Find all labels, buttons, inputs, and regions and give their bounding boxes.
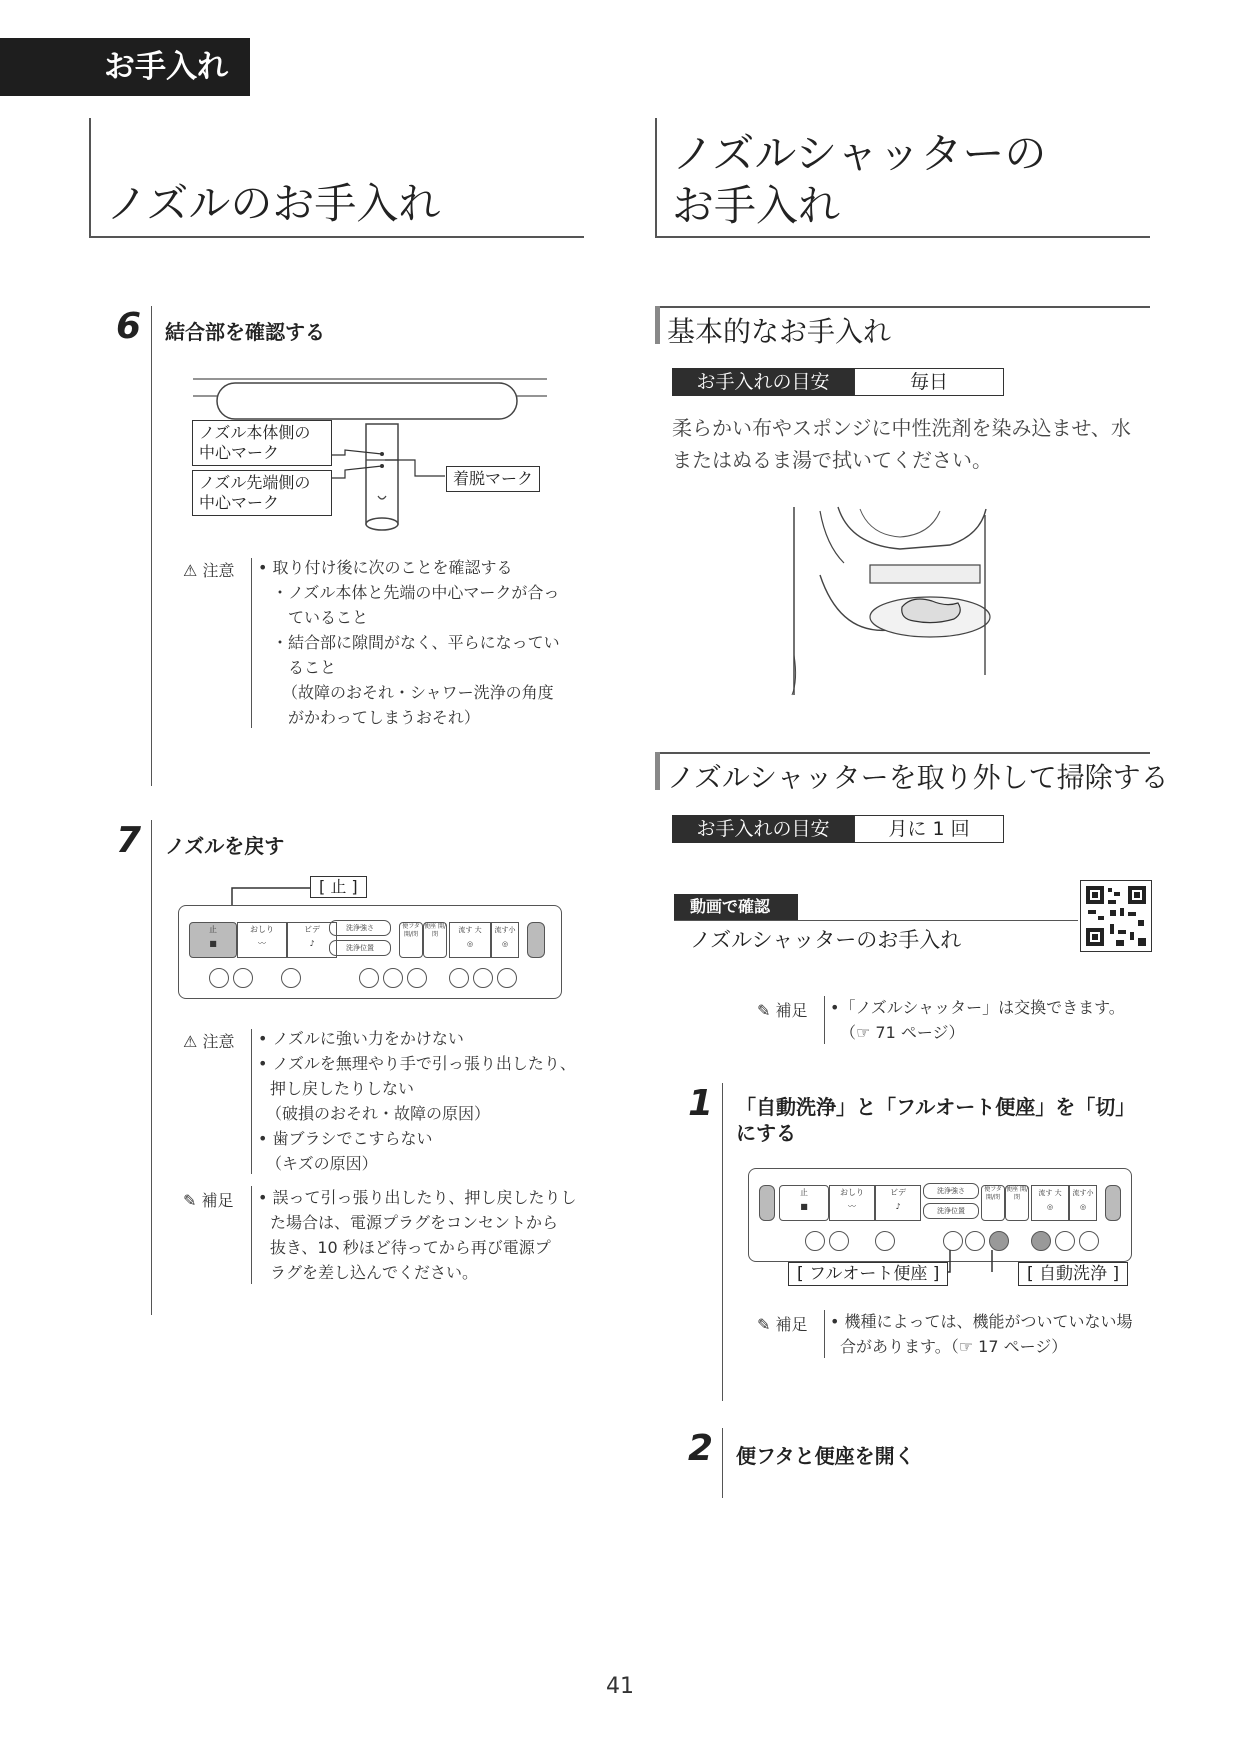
caution-line: 押し戻したりしない: [270, 1079, 415, 1098]
pencil-icon: ✎: [757, 1315, 771, 1334]
step-6-caution-bar: [251, 558, 252, 728]
panel-position-control: 洗浄位置: [329, 940, 391, 956]
caution-text: 注意: [202, 1032, 235, 1051]
round-button: [875, 1231, 895, 1251]
round-button: [829, 1231, 849, 1251]
step-7-caution-label: [183, 1029, 234, 1052]
basic-subtitle-bar: [655, 306, 660, 344]
panel-left-light: [759, 1185, 775, 1221]
panel-seat-button: 便座 開/閉: [423, 922, 447, 958]
round-button: [473, 968, 493, 988]
warning-icon: ⚠: [183, 1032, 198, 1051]
step-6-number: 6: [116, 306, 142, 347]
step-6-bar: [151, 306, 152, 786]
step-7-bar: [151, 820, 152, 1315]
warning-icon: ⚠: [183, 561, 198, 580]
caution-line: （故障のおそれ・シャワー洗浄の角度: [282, 683, 554, 702]
callout-line: ノズル本体側の: [199, 423, 311, 442]
step-7-number: 7: [116, 820, 142, 861]
flush-small-label: 流す小: [1072, 1189, 1094, 1197]
round-button: [1055, 1231, 1075, 1251]
step-7-caution-bar: [251, 1029, 252, 1174]
caution-text: 注意: [202, 561, 235, 580]
basic-care-subtitle: 基本的なお手入れ: [667, 315, 892, 348]
caution-line: ・ノズル本体と先端の中心マークが合っ: [272, 583, 560, 602]
panel-strength-control: 洗浄強さ: [329, 920, 391, 936]
panel-bottom-buttons: [209, 968, 509, 988]
panel-lid-button: 便フタ 開/閉: [399, 922, 423, 958]
left-title-rule: [89, 236, 584, 238]
title-line: 「自動洗浄」と「フルオート便座」を「切」: [736, 1095, 1136, 1119]
left-page-title: ノズルのお手入れ: [106, 179, 441, 228]
panel-flush-big-button: 流す 大 ◎: [449, 922, 491, 958]
caution-line: （破損のおそれ・故障の原因）: [266, 1104, 491, 1123]
round-button: [407, 968, 427, 988]
step-1-supplement-body: [830, 1309, 1150, 1359]
panel-seat-button: 便座 開/閉: [1005, 1185, 1029, 1221]
full-auto-seat-callout: [ フルオート便座 ]: [788, 1262, 948, 1286]
panel-stop-button: 止 ■: [779, 1185, 829, 1221]
stop-label: 止: [209, 925, 217, 934]
text-line: 柔らかい布やスポンジに中性洗剤を染み込ませ、水: [672, 416, 1131, 440]
remove-supplement-body: [830, 995, 1150, 1045]
pencil-icon: ✎: [183, 1191, 197, 1210]
panel-oshiri-button: おしり 〰: [237, 922, 287, 958]
title-line: ノズルシャッターの: [672, 129, 1047, 178]
toilet-wiping-illustration: [780, 505, 1010, 700]
video-label-badge: 動画で確認: [674, 894, 798, 920]
step-7-supplement-body: [258, 1185, 578, 1285]
panel-stop-button: 止 ■: [189, 922, 237, 958]
remove-supplement-label: [757, 998, 808, 1021]
basic-care-text: [672, 412, 1152, 476]
qr-code-icon[interactable]: [1080, 880, 1152, 952]
flush-big-label: 流す 大: [1038, 1189, 1062, 1197]
callout-line: 中心マーク: [199, 493, 280, 512]
stop-label: 止: [800, 1188, 808, 1197]
flush-small-label: 流す小: [494, 926, 516, 934]
round-button: [1079, 1231, 1099, 1251]
panel-bidet-button: ビデ ♪: [287, 922, 337, 958]
right-page-title: [672, 128, 1046, 232]
basic-subtitle-rule: [655, 306, 1150, 308]
basic-guide-label: お手入れの目安: [672, 368, 854, 396]
caution-line: • ノズルに強い力をかけない: [258, 1029, 464, 1048]
supplement-line: •「ノズルシャッター」は交換できます。: [830, 998, 1125, 1017]
video-rule: [674, 920, 1078, 921]
supplement-line: ラグを差し込んでください。: [270, 1263, 479, 1282]
supplement-line: 合があります。（☞ 17 ページ）: [840, 1337, 1068, 1356]
remove-supplement-bar: [824, 996, 825, 1044]
caution-line: がかわってしまうおそれ）: [288, 708, 480, 727]
panel-bidet-button: ビデ ♪: [875, 1185, 921, 1221]
supplement-line: 抜き、10 秒ほど待ってから再び電源プ: [270, 1238, 551, 1257]
bidet-label: ビデ: [890, 1188, 906, 1197]
oshiri-label: おしり: [840, 1188, 864, 1197]
panel-oshiri-button: おしり 〰: [829, 1185, 875, 1221]
video-title: ノズルシャッターのお手入れ: [690, 928, 962, 952]
detach-mark-callout: 着脱マーク: [446, 466, 540, 492]
right-title-bar: [655, 118, 657, 238]
panel-lid-button: 便フタ 開/閉: [981, 1185, 1005, 1221]
panel-flush-small-button: 流す小 ◎: [1069, 1185, 1097, 1221]
caution-line: • ノズルを無理やり手で引っ張り出したり、: [258, 1054, 576, 1073]
supplement-line: （☞ 71 ページ）: [840, 1023, 965, 1042]
caution-line: （キズの原因）: [266, 1154, 378, 1173]
step-7-supplement-label: [183, 1188, 234, 1211]
bidet-label: ビデ: [304, 925, 320, 934]
flush-big-label: 流す 大: [458, 926, 482, 934]
round-button: [383, 968, 403, 988]
round-button: [449, 968, 469, 988]
left-title-bar: [89, 118, 91, 238]
caution-line: ・結合部に隙間がなく、平らになってい: [272, 633, 560, 652]
remove-guide-label: お手入れの目安: [672, 815, 854, 843]
stop-button-callout: [ 止 ]: [310, 876, 367, 898]
caution-line: • 歯ブラシでこすらない: [258, 1129, 433, 1148]
basic-guide-value: 毎日: [854, 368, 1004, 396]
step-6-title: 結合部を確認する: [165, 320, 325, 344]
step-6-caution-body: [258, 555, 578, 730]
right-step-1-title: [736, 1094, 1135, 1146]
remove-subtitle-rule: [655, 752, 1150, 754]
body-center-mark-callout: [192, 420, 332, 466]
remove-subtitle-bar: [655, 752, 660, 790]
supplement-line: • 機種によっては、機能がついていない場: [830, 1312, 1133, 1331]
panel-light-right: [527, 922, 545, 958]
step-6-caution-label: [183, 558, 234, 581]
page-number: 41: [606, 1674, 634, 1699]
round-button: [281, 968, 301, 988]
right-step-2-number: 2: [688, 1428, 714, 1469]
caution-line: ていること: [288, 608, 369, 627]
title-line: お手入れ: [672, 181, 841, 230]
right-step-2-bar: [722, 1428, 723, 1498]
panel-position-control: 洗浄位置: [923, 1203, 979, 1219]
supplement-text: 補足: [201, 1191, 234, 1210]
title-line: にする: [736, 1121, 796, 1145]
right-step-2-title: 便フタと便座を開く: [736, 1444, 915, 1468]
panel-flush-small-button: 流す小 ◎: [491, 922, 519, 958]
oshiri-label: おしり: [250, 925, 274, 934]
round-button: [233, 968, 253, 988]
supplement-text: 補足: [775, 1315, 808, 1334]
round-button: [497, 968, 517, 988]
round-button: [209, 968, 229, 988]
callout-line: 中心マーク: [199, 443, 280, 462]
panel-strength-control: 洗浄強さ: [923, 1183, 979, 1199]
supplement-text: 補足: [775, 1001, 808, 1020]
pencil-icon: ✎: [757, 1001, 771, 1020]
tip-center-mark-callout: [192, 470, 332, 516]
right-title-rule: [655, 236, 1150, 238]
round-button: [359, 968, 379, 988]
right-step-1-bar: [722, 1083, 723, 1401]
right-step-1-number: 1: [688, 1083, 714, 1124]
caution-line: ること: [288, 658, 337, 677]
remove-shutter-subtitle: ノズルシャッターを取り外して掃除する: [667, 761, 1169, 794]
supplement-line: • 誤って引っ張り出したり、押し戻したりし: [258, 1188, 577, 1207]
round-button: [805, 1231, 825, 1251]
auto-wash-callout: [ 自動洗浄 ]: [1018, 1262, 1128, 1286]
callout-line: ノズル先端側の: [199, 473, 311, 492]
caution-line: • 取り付け後に次のことを確認する: [258, 558, 513, 577]
remove-guide-value: 月に 1 回: [854, 815, 1004, 843]
text-line: またはぬるま湯で拭いてください。: [672, 448, 992, 472]
step-7-caution-body: [258, 1026, 578, 1176]
panel-light-right: [1105, 1185, 1121, 1221]
remote-control-panel-left: [178, 905, 562, 999]
panel-flush-big-button: 流す 大 ◎: [1031, 1185, 1069, 1221]
step-7-supplement-bar: [251, 1186, 252, 1284]
step-7-title: ノズルを戻す: [165, 834, 285, 858]
step-1-supplement-bar: [824, 1310, 825, 1358]
section-tab: お手入れ: [0, 38, 250, 96]
step-1-supplement-label: [757, 1312, 808, 1335]
supplement-line: た場合は、電源プラグをコンセントから: [270, 1213, 559, 1232]
